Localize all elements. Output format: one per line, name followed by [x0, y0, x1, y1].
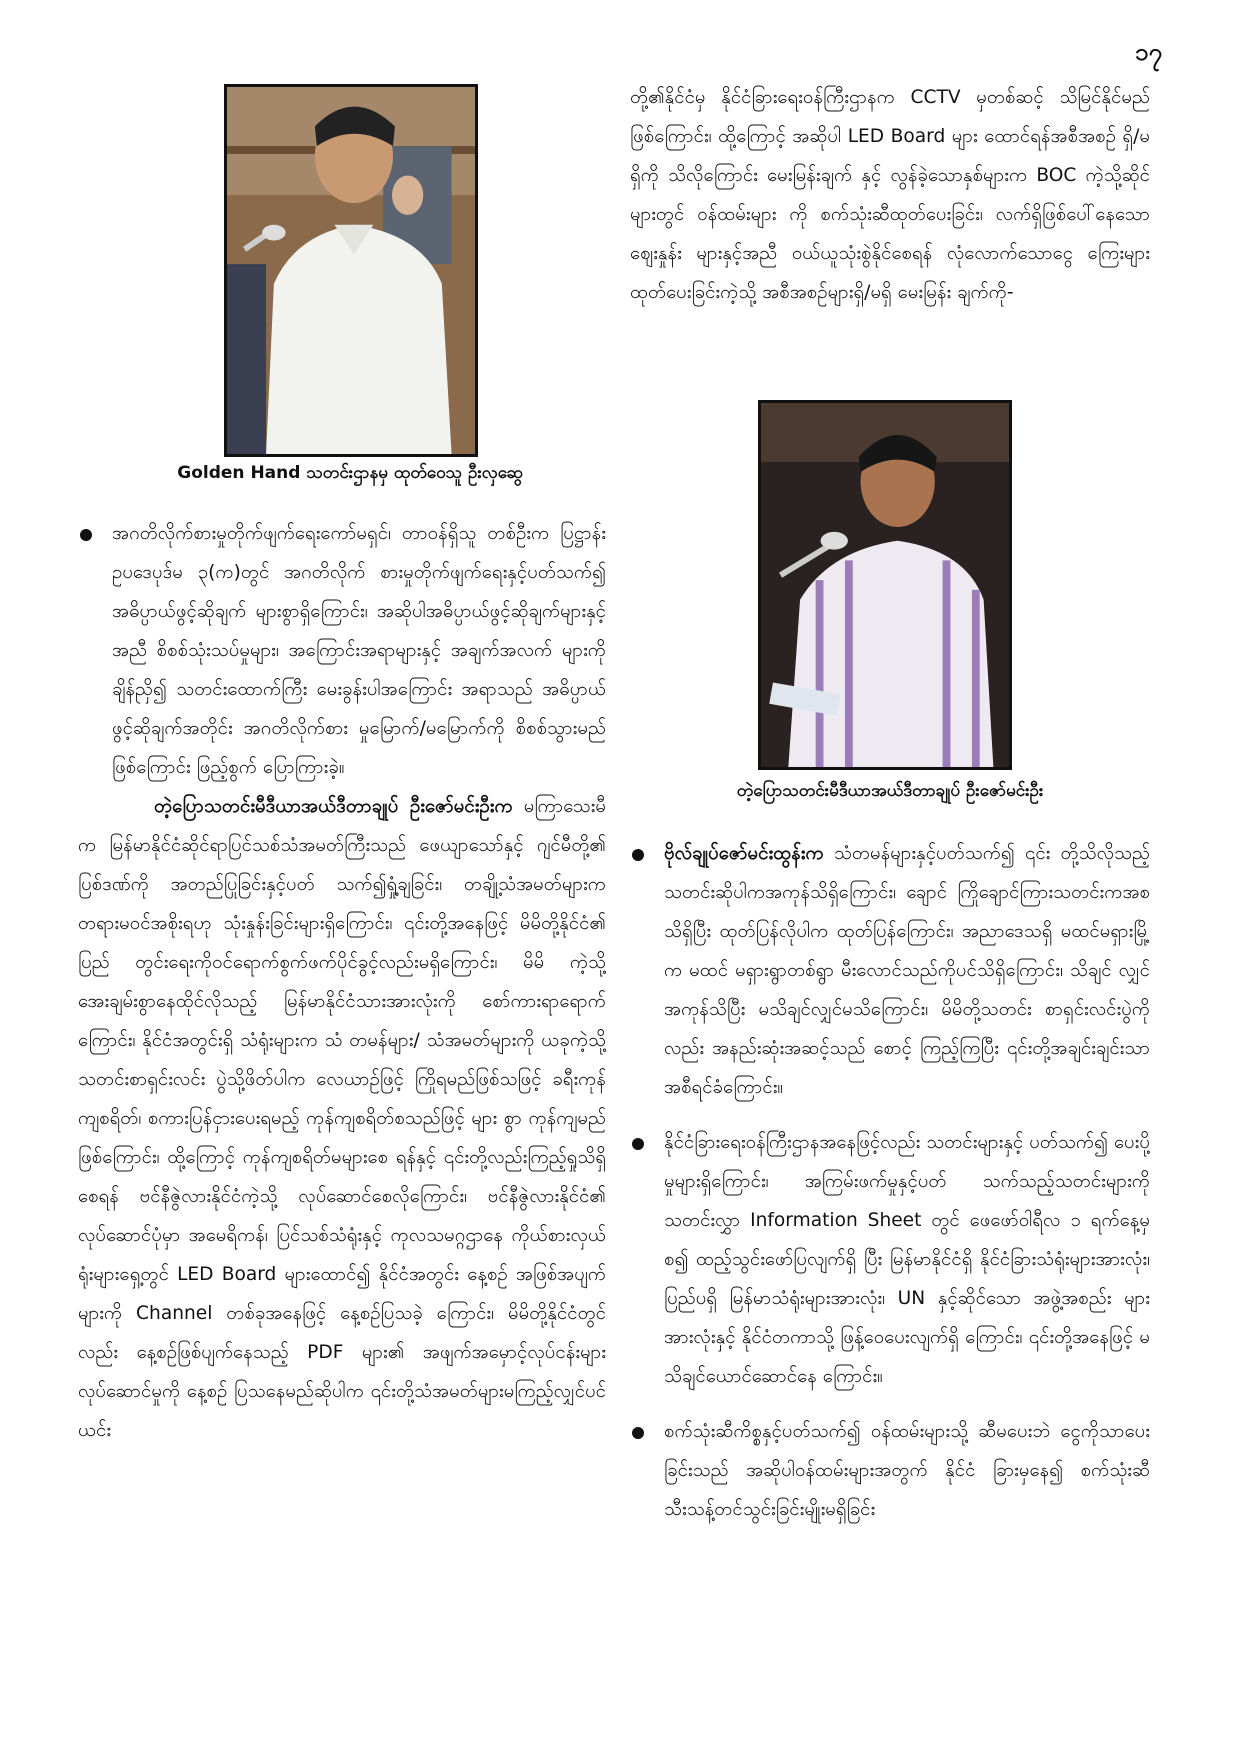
- bullet-text: အဂတိလိုက်စားမှုတိုက်ဖျက်ရေးကော်မရှင်၊ တာဝန်ရှိသူ တစ်ဦးက ပြဋ္ဌာန်းဥပဒေပုဒ်မ ၃(က)တွင် အဂတိလိုက် စားမှုတိုက်ဖျက်ရေးနှင့်ပတ်သက်၍ အဓိပ္ပာယ်ဖွင့်ဆိုချက် များစွာရှိကြောင်း၊ အဆိုပါအဓိပ္ပာယ်ဖွင့်ဆိုချက်များနှင့်အညီ စိစစ်သုံးသပ်မှုများ၊ အကြောင်းအရာများနှင့် အချက်အလက် များကိုချိန်ညှိ၍ သတင်းထောက်ကြီး မေးခွန်းပါအကြောင်း အရာသည် အဓိပ္ပာယ်ဖွင့်ဆိုချက်အတိုင်း အဂတိလိုက်စား မှုမြောက်/မမြောက်ကို စိစစ်သွားမည်ဖြစ်ကြောင်း ဖြည့်စွက် ပြောကြားခဲ့။: [112, 523, 606, 778]
- paragraph: တို့၏နိုင်ငံမှ နိုင်ငံခြားရေးဝန်ကြီးဌာနက CCTV မှတစ်ဆင့် သိမြင်နိုင်မည်ဖြစ်ကြောင်း၊ ထို့ကြောင့် အဆိုပါ LED Board များ ထောင်ရန်အစီအစဉ် ရှိ/မရှိကို သိလိုကြောင်း မေးမြန်းချက် နှင့် လွန်ခဲ့သောနှစ်များက BOC ကဲ့သို့ဆိုင်များတွင် ဝန်ထမ်းများ ကို စက်သုံးဆီထုတ်ပေးခြင်း၊ လက်ရှိဖြစ်ပေါ်နေသော ဈေးနှုန်း များနှင့်အညီ ဝယ်ယူသုံးစွဲနိုင်စေရန် လုံလောက်သောငွေ ကြေးများထုတ်ပေးခြင်းကဲ့သို့ အစီအစဉ်များရှိ/မရှိ မေးမြန်း ချက်ကို-: [630, 87, 1150, 303]
- list-item: [630, 1123, 1150, 1396]
- bullet-icon: [80, 529, 92, 541]
- bullet-icon: [632, 849, 644, 861]
- bullet-text: စက်သုံးဆီကိစ္စနှင့်ပတ်သက်၍ ဝန်ထမ်းများသို့ ဆီမပေးဘဲ ငွေကိုသာပေးခြင်းသည် အဆိုပါဝန်ထမ်းများအတွက် နိုင်ငံ ခြားမှနေ၍ စက်သုံးဆီ သီးသန့်တင်သွင်းခြင်းမျိုးမရှိခြင်း: [664, 1421, 1150, 1520]
- paragraph-text: မကြာသေးမီက မြန်မာနိုင်ငံဆိုင်ရာပြင်သစ်သံအမတ်ကြီးသည် ဖေယျာသော်နှင့် ဂျင်မီတို့၏ ပြစ်ဒဏ်ကို အတည်ပြုခြင်းနှင့်ပတ် သက်၍ရှုံ့ချခြင်း၊ တချို့သံအမတ်များက တရားမဝင်အစိုးရဟု သုံးနှုန်းခြင်းများရှိကြောင်း၊ ၎င်းတို့အနေဖြင့် မိမိတို့နိုင်ငံ၏ ပြည် တွင်းရေးကိုဝင်ရောက်စွက်ဖက်ပိုင်ခွင့်လည်းမရှိကြောင်း၊ မိမိ ကဲ့သို့ အေးချမ်းစွာနေထိုင်လိုသည့် မြန်မာနိုင်ငံသားအားလုံးကို စော်ကားရာရောက်ကြောင်း၊ နိုင်ငံအတွင်းရှိ သံရုံးများက သံ တမန်များ/ သံအမတ်များကို ယခုကဲ့သို့ သတင်းစာရှင်းလင်း ပွဲသို့ဖိတ်ပါက လေယာဉ်ဖြင့် ကြိုရမည်ဖြစ်သဖြင့် ခရီးကုန် ကျစရိတ်၊ စကားပြန်ငှားပေးရမည့် ကုန်ကျစရိတ်စသည်ဖြင့် များ စွာ ကုန်ကျမည်ဖြစ်ကြောင်း၊ ထို့ကြောင့် ကုန်ကျစရိတ်မများစေ ရန်နှင့် ၎င်းတို့လည်းကြည့်ရှုသိရှိစေရန် ဗင်နီဇွဲလားနိုင်ငံကဲ့သို့ လုပ်ဆောင်စေလိုကြောင်း၊ ဗင်နီဇွဲလားနိုင်ငံ၏ လုပ်ဆောင်ပုံမှာ အမေရိကန်၊ ပြင်သစ်သံရုံးနှင့် ကုလသမဂ္ဂဌာနေ ကိုယ်စားလှယ် ရုံးများရှေ့တွင် LED Board များထောင်၍ နိုင်ငံအတွင်း နေ့စဉ် အဖြစ်အပျက်များကို Channel တစ်ခုအနေဖြင့် နေ့စဉ်ပြသခဲ့ ကြောင်း၊ မိမိတို့နိုင်ငံတွင်လည်း နေ့စဉ်ဖြစ်ပျက်နေသည့် PDF များ၏ အဖျက်အမှောင့်လုပ်ငန်းများလုပ်ဆောင်မှုကို နေ့စဉ် ပြသနေမည်ဆိုပါက ၎င်းတို့သံအမတ်များမကြည့်လျှင်ပင် ယင်း: [78, 796, 606, 1441]
- bullet-icon: [632, 1138, 644, 1150]
- list-item: [78, 514, 606, 787]
- photo-caption-right: တဲ့ပြောသတင်းမီဒီယာအယ်ဒီတာချုပ် ဦးဇော်မင်းဦး: [736, 781, 1044, 801]
- photo-caption-left: Golden Hand သတင်းဌာနမှ ထုတ်ဝေသူ ဦးလှဆွေ: [177, 463, 523, 483]
- right-column-lower: [630, 834, 1150, 1529]
- list-item: [630, 1412, 1150, 1529]
- list-item: [630, 834, 1150, 1107]
- bullet-text: သံတမန်များနှင့်ပတ်သက်၍ ၎င်း တို့သိလိုသည့် သတင်းဆိုပါကအကုန်သိရှိကြောင်း၊ ချောင် ကြိုချောင်ကြားသတင်းကအစသိရှိပြီး ထုတ်ပြန်လိုပါက ထုတ်ပြန်ကြောင်း၊ အညာဒေသရှိ မထင်မရှားမြို့က မထင် မရှားရွာတစ်ရွာ မီးလောင်သည်ကိုပင်သိရှိကြောင်း၊ သိချင် လျှင်အကုန်သိပြီး မသိချင်လျှင်မသိကြောင်း၊ မိမိတို့သတင်း စာရှင်းလင်းပွဲကိုလည်း အနည်းဆုံးအဆင့်သည် စောင့် ကြည့်ကြပြီး ၎င်းတို့အချင်းချင်းသာ အစီရင်ခံကြောင်း။: [664, 843, 1150, 1098]
- left-column: [78, 514, 606, 1450]
- bullet-icon: [632, 1427, 644, 1439]
- speaker-photo-right: [758, 400, 1012, 770]
- paragraph: [78, 787, 606, 1450]
- right-column: [630, 78, 1150, 312]
- speaker-name: ဗိုလ်ချုပ်ဇော်မင်းထွန်းက: [664, 843, 824, 864]
- bullet-text: နိုင်ငံခြားရေးဝန်ကြီးဌာနအနေဖြင့်လည်း သတင်းများနှင့် ပတ်သက်၍ ပေးပို့မှုများရှိကြောင်း၊ အကြမ်းဖက်မှုနှင့်ပတ် သက်သည့်သတင်းများကို သတင်းလွှာ Information Sheet တွင် ဖေဖော်ဝါရီလ ၁ ရက်နေ့မှစ၍ ထည့်သွင်းဖော်ပြလျက်ရှိ ပြီး မြန်မာနိုင်ငံရှိ နိုင်ငံခြားသံရုံးများအားလုံး၊ ပြည်ပရှိ မြန်မာသံရုံးများအားလုံး၊ UN နှင့်ဆိုင်သော အဖွဲ့အစည်း များအားလုံးနှင့် နိုင်ငံတကာသို့ ဖြန့်ဝေပေးလျက်ရှိ ကြောင်း၊ ၎င်းတို့အနေဖြင့် မသိချင်ယောင်ဆောင်နေ ကြောင်း။: [664, 1132, 1150, 1387]
- page-number: ၁၇: [1135, 38, 1162, 66]
- speaker-name: တဲ့ပြောသတင်းမီဒီယာအယ်ဒီတာချုပ် ဦးဇော်မင်းဦးက: [154, 796, 513, 817]
- speaker-photo-left: [224, 84, 478, 457]
